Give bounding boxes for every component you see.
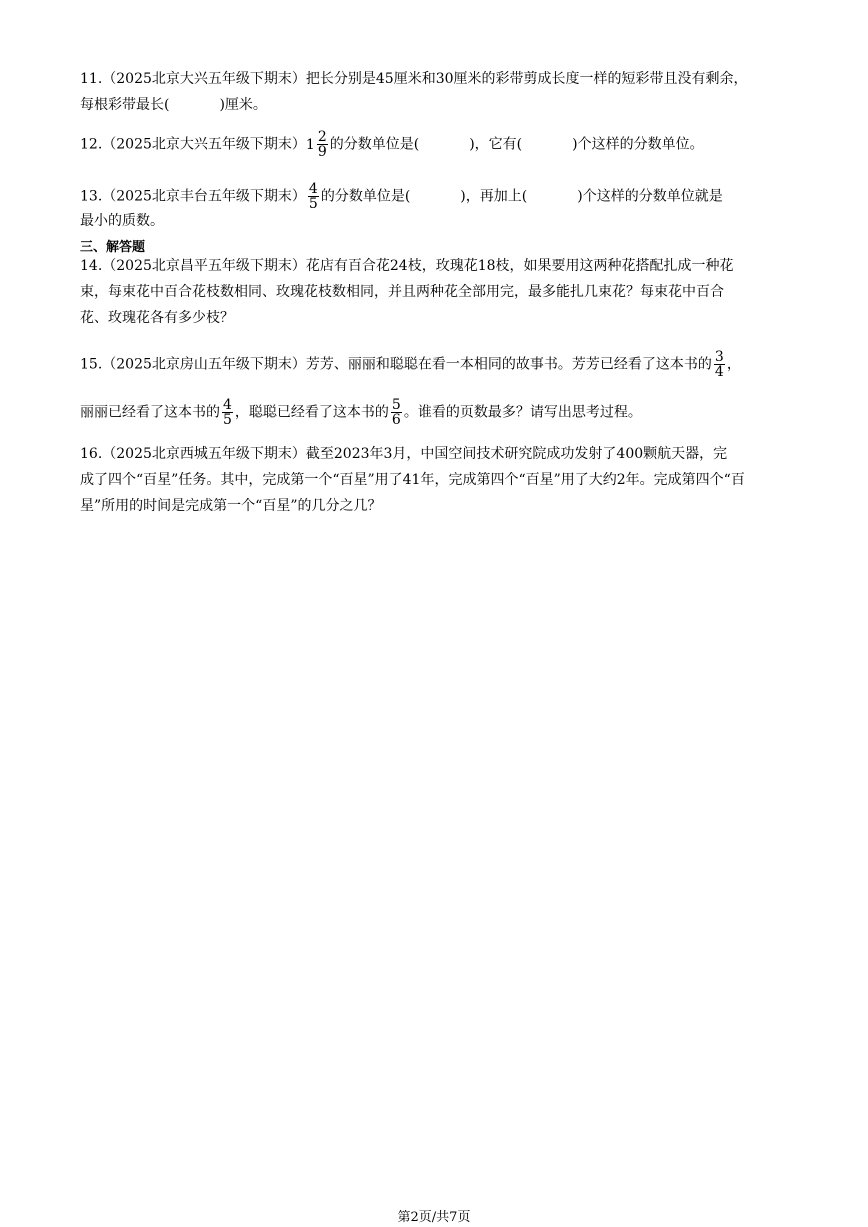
fraction <box>714 350 725 379</box>
fraction-numerator: 5 <box>391 397 401 413</box>
mixed-number-whole: 1 <box>305 136 315 153</box>
question-11-line-2 <box>80 92 792 118</box>
question-14-line-3: 花、玫瑰花各有多少枝？ <box>80 310 234 326</box>
fraction-numerator: 4 <box>308 181 318 197</box>
question-11-text-post: )厘米。 <box>219 97 267 113</box>
question-12-text: 的分数单位是( <box>329 136 420 153</box>
question-16-line-1: 16.（2025北京西城五年级下期末）截至2023年3月，中国空间技术研究院成功发射了400颗航天器，完 <box>80 446 728 462</box>
fraction <box>222 398 233 427</box>
question-14 <box>80 253 792 331</box>
question-15-line-2 <box>80 398 792 427</box>
fraction-numerator: 4 <box>223 397 232 413</box>
fraction-denominator: 5 <box>223 412 232 428</box>
section-heading: 三、解答题 <box>80 240 146 255</box>
question-15-text: 15.（2025北京房山五年级下期末）芳芳、丽丽和聪聪在看一本相同的故事书。芳芳已经看了这本书的 <box>80 356 712 373</box>
question-13 <box>80 182 792 231</box>
question-16-line-3: 星”所用的时间是完成第一个“百星”的几分之几？ <box>80 498 382 514</box>
question-15-continued <box>80 398 792 427</box>
question-12 <box>80 130 792 159</box>
mixed-number <box>306 130 330 159</box>
question-15-text: ，聪聪已经看了这本书的 <box>234 404 389 421</box>
fraction-denominator: 6 <box>391 412 401 428</box>
question-11 <box>80 66 792 118</box>
question-13-line-1 <box>80 182 792 211</box>
fraction-denominator: 5 <box>308 196 318 212</box>
fraction <box>308 182 319 211</box>
question-15-text: ， <box>726 356 741 373</box>
question-12-source: 12.（2025北京大兴五年级下期末） <box>80 136 306 153</box>
question-16 <box>80 441 792 519</box>
question-13-source: 13.（2025北京丰台五年级下期末） <box>80 188 306 205</box>
fraction <box>317 130 328 159</box>
question-13-line-2: 最小的质数。 <box>80 213 164 229</box>
question-14-line-2: 束，每束花中百合花枝数相同、玫瑰花枝数相同，并且两种花全部用完，最多能扎几束花？每束花中百合 <box>80 284 724 300</box>
page-number: 第2页/共7页 <box>397 1210 471 1225</box>
question-15-text: 。谁看的页数最多？请写出思考过程。 <box>403 404 642 421</box>
question-15 <box>80 350 792 379</box>
question-15-text: 丽丽已经看了这本书的 <box>80 404 220 421</box>
question-13-text: )个这样的分数单位就是 <box>577 188 723 205</box>
question-11-text-pre: 每根彩带最长( <box>80 97 170 113</box>
question-14-line-1: 14.（2025北京昌平五年级下期末）花店有百合花24枝，玫瑰花18枝，如果要用这两种花搭配扎成一种花 <box>80 258 734 274</box>
question-12-text: )个这样的分数单位。 <box>572 136 704 153</box>
question-15-line-1 <box>80 350 792 379</box>
fraction-denominator: 9 <box>317 144 327 160</box>
question-13-text: )，再加上( <box>460 188 528 205</box>
fraction-denominator: 4 <box>714 364 724 380</box>
fraction-numerator: 3 <box>714 349 724 365</box>
question-16-line-2: 成了四个“百星”任务。其中，完成第一个“百星”用了41年，完成第四个“百星”用了大约2年。完成第四个“百 <box>80 472 745 488</box>
question-12-text: )，它有( <box>469 136 523 153</box>
fraction-numerator: 2 <box>317 129 327 145</box>
fraction <box>391 398 402 427</box>
question-11-line-1: 11.（2025北京大兴五年级下期末）把长分别是45厘米和30厘米的彩带剪成长度一样的短彩带且没有剩余， <box>80 71 748 87</box>
question-13-text: 的分数单位是( <box>320 188 411 205</box>
question-12-line-1 <box>80 130 792 159</box>
